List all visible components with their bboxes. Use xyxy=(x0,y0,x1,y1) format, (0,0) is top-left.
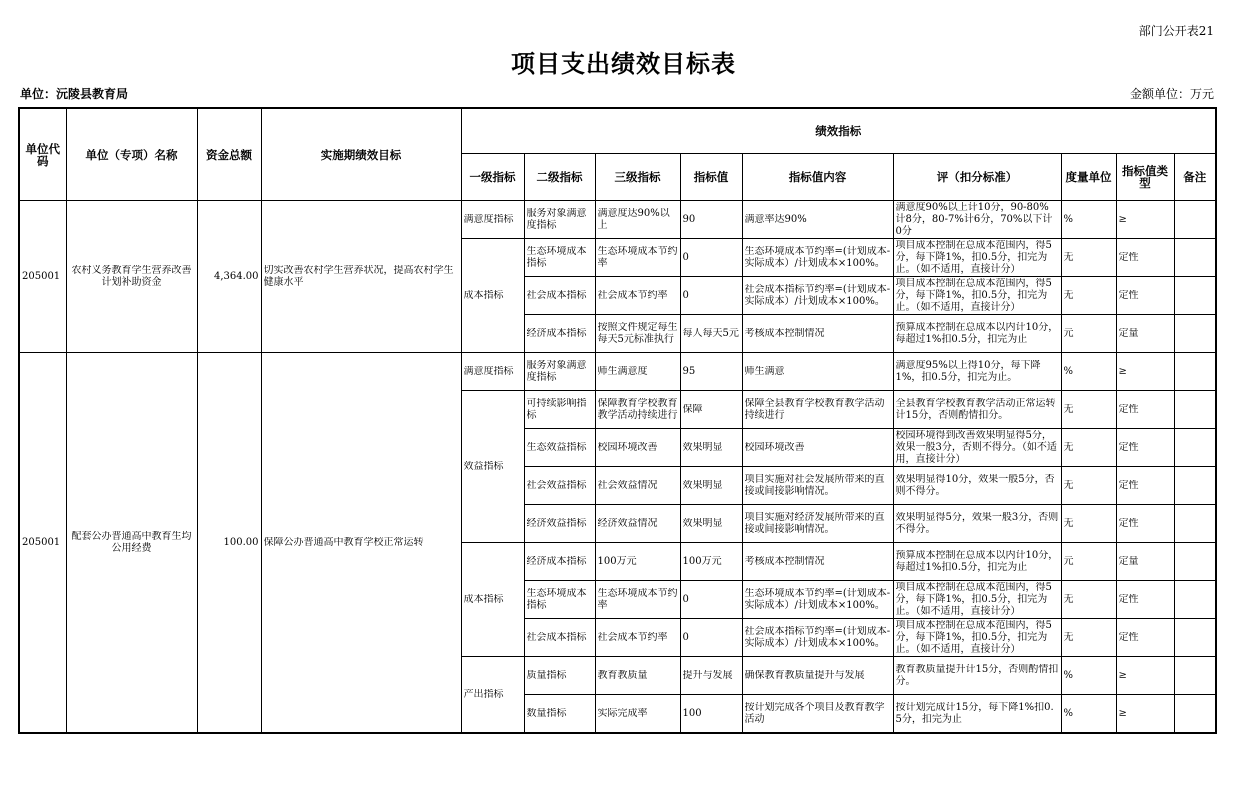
indicator-score xyxy=(893,695,1061,734)
indicator-value-text: 效果明显 xyxy=(682,479,723,491)
project-total-text: 4,364.00 xyxy=(213,270,259,282)
project-name xyxy=(66,201,197,353)
indicator-lvl1-text: 成本指标 xyxy=(463,289,504,301)
indicator-vtype-text: ≥ xyxy=(1118,213,1127,225)
indicator-vtype-text: 定量 xyxy=(1118,555,1139,567)
unit-label: 单位：沅陵县教育局 xyxy=(20,87,129,101)
page-number: 部门公开表21 xyxy=(1138,24,1214,38)
indicator-score-text: 校园环境得到改善效果明显得5分，效果一般3分，否则不得分。（如不适用，直接计分） xyxy=(895,429,1057,465)
indicator-lvl2 xyxy=(524,505,595,543)
indicator-lvl3 xyxy=(595,619,680,657)
indicator-vtype xyxy=(1116,391,1174,429)
indicator-value-text: 0 xyxy=(682,593,689,605)
indicator-score xyxy=(893,467,1061,505)
indicator-value-text: 提升与发展 xyxy=(682,669,733,681)
indicator-measure xyxy=(1061,581,1116,619)
indicator-value xyxy=(680,543,742,581)
indicator-measure xyxy=(1061,353,1116,391)
indicator-score xyxy=(893,239,1061,277)
indicator-value-text: 95 xyxy=(682,365,696,377)
indicator-measure xyxy=(1061,695,1116,734)
indicator-measure-text: 元 xyxy=(1063,327,1074,339)
indicator-vtype-text: ≥ xyxy=(1118,669,1127,681)
indicator-lvl3-text: 100万元 xyxy=(597,555,637,567)
indicator-measure-text: 无 xyxy=(1063,403,1074,415)
table-row xyxy=(19,353,1216,391)
indicator-value xyxy=(680,353,742,391)
indicator-measure-text: 无 xyxy=(1063,593,1074,605)
indicator-note xyxy=(1174,201,1216,239)
indicator-score-text: 满意度90%以上计10分，90-80%计8分，80-7%计6分，70%以下计0分 xyxy=(895,201,1053,237)
indicator-vtype-text: 定性 xyxy=(1118,403,1139,415)
indicator-content-text: 满意率达90% xyxy=(744,213,807,225)
indicator-score xyxy=(893,353,1061,391)
indicator-vtype-text: ≥ xyxy=(1118,365,1127,377)
indicator-content xyxy=(742,467,893,505)
indicator-score-text: 效果明显得5分，效果一般3分，否则不得分。 xyxy=(895,511,1059,535)
indicator-value xyxy=(680,239,742,277)
indicator-score-text: 预算成本控制在总成本以内计10分，每超过1%扣0.5分，扣完为止 xyxy=(895,549,1059,573)
indicator-lvl2-text: 服务对象满意度指标 xyxy=(526,359,587,383)
indicator-lvl3 xyxy=(595,201,680,239)
indicator-content-text: 保障全县教育学校教育教学活动持续进行 xyxy=(744,397,885,421)
indicator-lvl3-text: 教育教质量 xyxy=(597,669,648,681)
indicator-value xyxy=(680,619,742,657)
indicator-score xyxy=(893,201,1061,239)
indicator-lvl3 xyxy=(595,353,680,391)
header-lvl1: 一级指标 xyxy=(461,154,524,201)
indicator-note xyxy=(1174,429,1216,467)
indicator-lvl3 xyxy=(595,239,680,277)
indicator-lvl3-text: 社会成本节约率 xyxy=(597,631,668,643)
indicator-content xyxy=(742,239,893,277)
indicator-content-text: 校园环境改善 xyxy=(744,441,805,453)
indicator-vtype-text: 定性 xyxy=(1118,517,1139,529)
indicator-content xyxy=(742,695,893,734)
indicator-lvl1-text: 满意度指标 xyxy=(463,365,514,377)
indicator-value-text: 保障 xyxy=(682,403,703,415)
indicator-lvl1 xyxy=(461,353,524,391)
header-measure: 度量单位 xyxy=(1061,154,1116,201)
indicator-value-text: 0 xyxy=(682,289,689,301)
indicator-vtype xyxy=(1116,239,1174,277)
indicator-lvl2 xyxy=(524,239,595,277)
indicator-vtype xyxy=(1116,619,1174,657)
indicator-content xyxy=(742,391,893,429)
indicator-content xyxy=(742,429,893,467)
indicator-value-text: 90 xyxy=(682,213,696,225)
indicator-lvl2 xyxy=(524,391,595,429)
indicator-score-text: 预算成本控制在总成本以内计10分，每超过1%扣0.5分，扣完为止 xyxy=(895,321,1059,345)
indicator-score xyxy=(893,277,1061,315)
indicator-lvl3 xyxy=(595,505,680,543)
header-goal: 实施期绩效目标 xyxy=(261,108,461,201)
indicator-lvl2 xyxy=(524,657,595,695)
indicator-content xyxy=(742,315,893,353)
indicator-value xyxy=(680,581,742,619)
page-title: 项目支出绩效目标表 xyxy=(511,50,736,78)
project-name-text: 农村义务教育学生营养改善计划补助资金 xyxy=(71,264,192,288)
indicator-value-text: 0 xyxy=(682,251,689,263)
indicator-measure-text: 元 xyxy=(1063,555,1074,567)
indicator-lvl3-text: 生态环境成本节约率 xyxy=(597,587,678,611)
indicator-measure xyxy=(1061,657,1116,695)
indicator-lvl2-text: 社会效益指标 xyxy=(526,479,587,491)
indicator-value-text: 0 xyxy=(682,631,689,643)
indicator-lvl2 xyxy=(524,581,595,619)
indicator-note xyxy=(1174,277,1216,315)
indicator-score xyxy=(893,657,1061,695)
indicator-content-text: 确保教育教质量提升与发展 xyxy=(744,669,865,681)
project-goal-text: 切实改善农村学生营养状况，提高农村学生健康水平 xyxy=(263,264,454,288)
indicator-note xyxy=(1174,619,1216,657)
indicator-note xyxy=(1174,353,1216,391)
indicator-score-text: 效果明显得10分，效果一般5分，否则不得分。 xyxy=(895,473,1055,497)
indicator-lvl3 xyxy=(595,391,680,429)
indicator-lvl2-text: 社会成本指标 xyxy=(526,631,587,643)
indicator-value-text: 效果明显 xyxy=(682,517,723,529)
indicator-score-text: 项目成本控制在总成本范围内，得5分，每下降1%，扣0.5分，扣完为止。（如不适用，直接计分） xyxy=(895,239,1052,275)
project-code xyxy=(19,353,66,734)
indicator-lvl1-text: 成本指标 xyxy=(463,593,504,605)
project-code xyxy=(19,201,66,353)
indicator-lvl2 xyxy=(524,353,595,391)
indicator-lvl2 xyxy=(524,429,595,467)
indicator-lvl1 xyxy=(461,239,524,353)
indicator-measure xyxy=(1061,543,1116,581)
indicator-value xyxy=(680,467,742,505)
indicator-value-text: 每人每天5元 xyxy=(682,327,739,339)
indicator-vtype xyxy=(1116,277,1174,315)
indicator-value xyxy=(680,277,742,315)
indicator-note xyxy=(1174,315,1216,353)
indicator-vtype xyxy=(1116,429,1174,467)
indicator-value xyxy=(680,505,742,543)
indicator-measure-text: 无 xyxy=(1063,251,1074,263)
project-total-text: 100.00 xyxy=(223,536,259,548)
indicator-content-text: 生态环境成本节约率=(计划成本-实际成本）/计划成本×100%。 xyxy=(744,245,891,269)
indicator-lvl1-text: 满意度指标 xyxy=(463,213,514,225)
indicator-score xyxy=(893,543,1061,581)
indicator-measure xyxy=(1061,429,1116,467)
header-note: 备注 xyxy=(1174,154,1216,201)
indicator-measure-text: % xyxy=(1063,669,1074,681)
indicator-measure-text: 无 xyxy=(1063,441,1074,453)
indicator-vtype-text: 定性 xyxy=(1118,593,1139,605)
indicator-content-text: 社会成本指标节约率=(计划成本-实际成本）/计划成本×100%。 xyxy=(744,625,891,649)
indicator-lvl2 xyxy=(524,695,595,734)
indicator-lvl1 xyxy=(461,201,524,239)
indicator-vtype xyxy=(1116,353,1174,391)
indicator-vtype-text: 定性 xyxy=(1118,479,1139,491)
indicator-vtype xyxy=(1116,315,1174,353)
indicator-value-text: 100 xyxy=(682,707,702,719)
indicator-lvl2 xyxy=(524,467,595,505)
indicator-lvl3 xyxy=(595,695,680,734)
header-lvl2: 二级指标 xyxy=(524,154,595,201)
indicator-content xyxy=(742,505,893,543)
indicator-vtype-text: 定性 xyxy=(1118,289,1139,301)
indicator-measure-text: 无 xyxy=(1063,289,1074,301)
indicator-lvl1 xyxy=(461,657,524,734)
project-goal xyxy=(261,353,461,734)
indicator-score xyxy=(893,581,1061,619)
indicator-value-text: 100万元 xyxy=(682,555,722,567)
indicator-value xyxy=(680,201,742,239)
indicator-score-text: 全县教育学校教育教学活动正常运转计15分，否则酌情扣分。 xyxy=(895,397,1056,421)
indicator-vtype xyxy=(1116,657,1174,695)
indicator-lvl2-text: 生态环境成本指标 xyxy=(526,245,587,269)
indicator-note xyxy=(1174,581,1216,619)
indicator-lvl1 xyxy=(461,391,524,543)
indicator-content xyxy=(742,353,893,391)
header-name: 单位（专项）名称 xyxy=(66,108,197,201)
indicator-lvl2-text: 服务对象满意度指标 xyxy=(526,207,587,231)
indicator-note xyxy=(1174,657,1216,695)
indicator-measure-text: 无 xyxy=(1063,517,1074,529)
indicator-score-text: 项目成本控制在总成本范围内，得5分，每下降1%，扣0.5分，扣完为止。（如不适用，直接计分） xyxy=(895,619,1052,655)
indicator-value xyxy=(680,695,742,734)
indicator-content-text: 师生满意 xyxy=(744,365,785,377)
indicator-lvl3-text: 实际完成率 xyxy=(597,707,648,719)
indicator-score-text: 满意度95%以上得10分，每下降1%，扣0.5分，扣完为止。 xyxy=(895,359,1041,383)
header-code: 单位代码 xyxy=(19,108,66,201)
project-total xyxy=(197,201,261,353)
header-indicators: 绩效指标 xyxy=(461,108,1216,154)
indicator-value xyxy=(680,657,742,695)
indicator-note xyxy=(1174,467,1216,505)
indicator-note xyxy=(1174,543,1216,581)
indicator-vtype-text: 定性 xyxy=(1118,251,1139,263)
indicator-score xyxy=(893,391,1061,429)
indicator-content-text: 按计划完成各个项目及教育教学活动 xyxy=(744,701,885,725)
indicator-lvl2-text: 质量指标 xyxy=(526,669,567,681)
project-name-text: 配套公办普通高中教育生均公用经费 xyxy=(71,530,192,554)
indicator-measure-text: 无 xyxy=(1063,631,1074,643)
indicator-vtype xyxy=(1116,543,1174,581)
indicator-vtype xyxy=(1116,695,1174,734)
indicator-note xyxy=(1174,695,1216,734)
indicator-lvl2-text: 数量指标 xyxy=(526,707,567,719)
project-total xyxy=(197,353,261,734)
indicator-vtype-text: 定性 xyxy=(1118,631,1139,643)
project-code-text: 205001 xyxy=(22,270,61,282)
indicator-measure-text: % xyxy=(1063,707,1074,719)
indicator-lvl3-text: 校园环境改善 xyxy=(597,441,658,453)
indicator-lvl2 xyxy=(524,543,595,581)
indicator-measure xyxy=(1061,277,1116,315)
indicator-score-text: 教育教质量提升计15分，否则酌情扣分。 xyxy=(895,663,1059,687)
indicator-lvl2-text: 经济效益指标 xyxy=(526,517,587,529)
project-code-text: 205001 xyxy=(22,536,61,548)
indicator-content-text: 项目实施对社会发展所带来的直接或间接影响情况。 xyxy=(744,473,885,497)
indicator-content-text: 项目实施对经济发展所带来的直接或间接影响情况。 xyxy=(744,511,885,535)
indicator-content xyxy=(742,543,893,581)
indicator-lvl2 xyxy=(524,277,595,315)
indicator-content xyxy=(742,201,893,239)
money-unit-label: 金额单位：万元 xyxy=(1129,87,1214,101)
indicator-lvl2-text: 生态环境成本指标 xyxy=(526,587,587,611)
indicator-measure xyxy=(1061,315,1116,353)
indicator-measure xyxy=(1061,505,1116,543)
indicator-lvl3 xyxy=(595,543,680,581)
indicator-score xyxy=(893,429,1061,467)
indicator-content-text: 考核成本控制情况 xyxy=(744,555,825,567)
indicator-lvl3-text: 按照文件规定每生每天5元标准执行 xyxy=(597,321,678,345)
indicator-lvl2-text: 经济成本指标 xyxy=(526,327,587,339)
project-goal xyxy=(261,201,461,353)
indicator-lvl3 xyxy=(595,657,680,695)
indicator-content-text: 社会成本指标节约率=(计划成本-实际成本）/计划成本×100%。 xyxy=(744,283,891,307)
indicator-measure-text: % xyxy=(1063,213,1074,225)
indicator-score-text: 项目成本控制在总成本范围内，得5分，每下降1%，扣0.5分，扣完为止。（如不适用，直接计分） xyxy=(895,581,1052,617)
indicator-lvl3 xyxy=(595,429,680,467)
indicator-lvl3-text: 经济效益情况 xyxy=(597,517,658,529)
indicator-score xyxy=(893,315,1061,353)
indicator-note xyxy=(1174,505,1216,543)
indicator-lvl3-text: 满意度达90%以上 xyxy=(597,207,670,231)
indicator-lvl3-text: 保障教育学校教育教学活动持续进行 xyxy=(597,397,678,421)
indicator-measure xyxy=(1061,201,1116,239)
indicator-measure xyxy=(1061,619,1116,657)
indicator-value xyxy=(680,315,742,353)
project-name xyxy=(66,353,197,734)
indicator-measure xyxy=(1061,239,1116,277)
performance-table xyxy=(18,107,1217,734)
indicator-lvl1 xyxy=(461,543,524,657)
indicator-vtype xyxy=(1116,467,1174,505)
indicator-score xyxy=(893,505,1061,543)
indicator-content xyxy=(742,581,893,619)
project-goal-text: 保障公办普通高中教育学校正常运转 xyxy=(263,536,424,548)
indicator-lvl3 xyxy=(595,315,680,353)
header-content: 指标值内容 xyxy=(742,154,893,201)
indicator-score-text: 项目成本控制在总成本范围内，得5分，每下降1%，扣0.5分，扣完为止。（如不适用，直接计分） xyxy=(895,277,1052,313)
header-vtype: 指标值类型 xyxy=(1116,154,1174,201)
indicator-lvl1-text: 效益指标 xyxy=(463,460,504,472)
header-lvl3: 三级指标 xyxy=(595,154,680,201)
header-score: 评（扣分标准） xyxy=(893,154,1061,201)
indicator-lvl2-text: 社会成本指标 xyxy=(526,289,587,301)
indicator-measure xyxy=(1061,391,1116,429)
indicator-lvl2-text: 经济成本指标 xyxy=(526,555,587,567)
indicator-score-text: 按计划完成计15分，每下降1%扣0.5分，扣完为止 xyxy=(895,701,1054,725)
indicator-value xyxy=(680,429,742,467)
indicator-content-text: 生态环境成本节约率=(计划成本-实际成本）/计划成本×100%。 xyxy=(744,587,891,611)
indicator-content xyxy=(742,657,893,695)
indicator-score xyxy=(893,619,1061,657)
indicator-lvl2 xyxy=(524,619,595,657)
indicator-lvl3-text: 社会成本节约率 xyxy=(597,289,668,301)
indicator-vtype xyxy=(1116,201,1174,239)
indicator-measure-text: 无 xyxy=(1063,479,1074,491)
indicator-lvl2-text: 生态效益指标 xyxy=(526,441,587,453)
indicator-lvl3-text: 生态环境成本节约率 xyxy=(597,245,678,269)
indicator-lvl3 xyxy=(595,467,680,505)
indicator-vtype xyxy=(1116,505,1174,543)
indicator-value-text: 效果明显 xyxy=(682,441,723,453)
indicator-lvl3-text: 师生满意度 xyxy=(597,365,648,377)
indicator-vtype-text: ≥ xyxy=(1118,707,1127,719)
indicator-lvl2 xyxy=(524,315,595,353)
header-value: 指标值 xyxy=(680,154,742,201)
indicator-measure-text: % xyxy=(1063,365,1074,377)
indicator-value xyxy=(680,391,742,429)
table-row xyxy=(19,201,1216,239)
indicator-note xyxy=(1174,391,1216,429)
indicator-lvl1-text: 产出指标 xyxy=(463,688,504,700)
indicator-note xyxy=(1174,239,1216,277)
indicator-lvl2 xyxy=(524,201,595,239)
indicator-content xyxy=(742,277,893,315)
indicator-content xyxy=(742,619,893,657)
indicator-vtype-text: 定性 xyxy=(1118,441,1139,453)
header-total: 资金总额 xyxy=(197,108,261,201)
indicator-lvl3-text: 社会效益情况 xyxy=(597,479,658,491)
indicator-lvl2-text: 可持续影响指标 xyxy=(526,397,587,421)
indicator-lvl3 xyxy=(595,581,680,619)
indicator-vtype xyxy=(1116,581,1174,619)
indicator-lvl3 xyxy=(595,277,680,315)
indicator-vtype-text: 定量 xyxy=(1118,327,1139,339)
indicator-content-text: 考核成本控制情况 xyxy=(744,327,825,339)
indicator-measure xyxy=(1061,467,1116,505)
